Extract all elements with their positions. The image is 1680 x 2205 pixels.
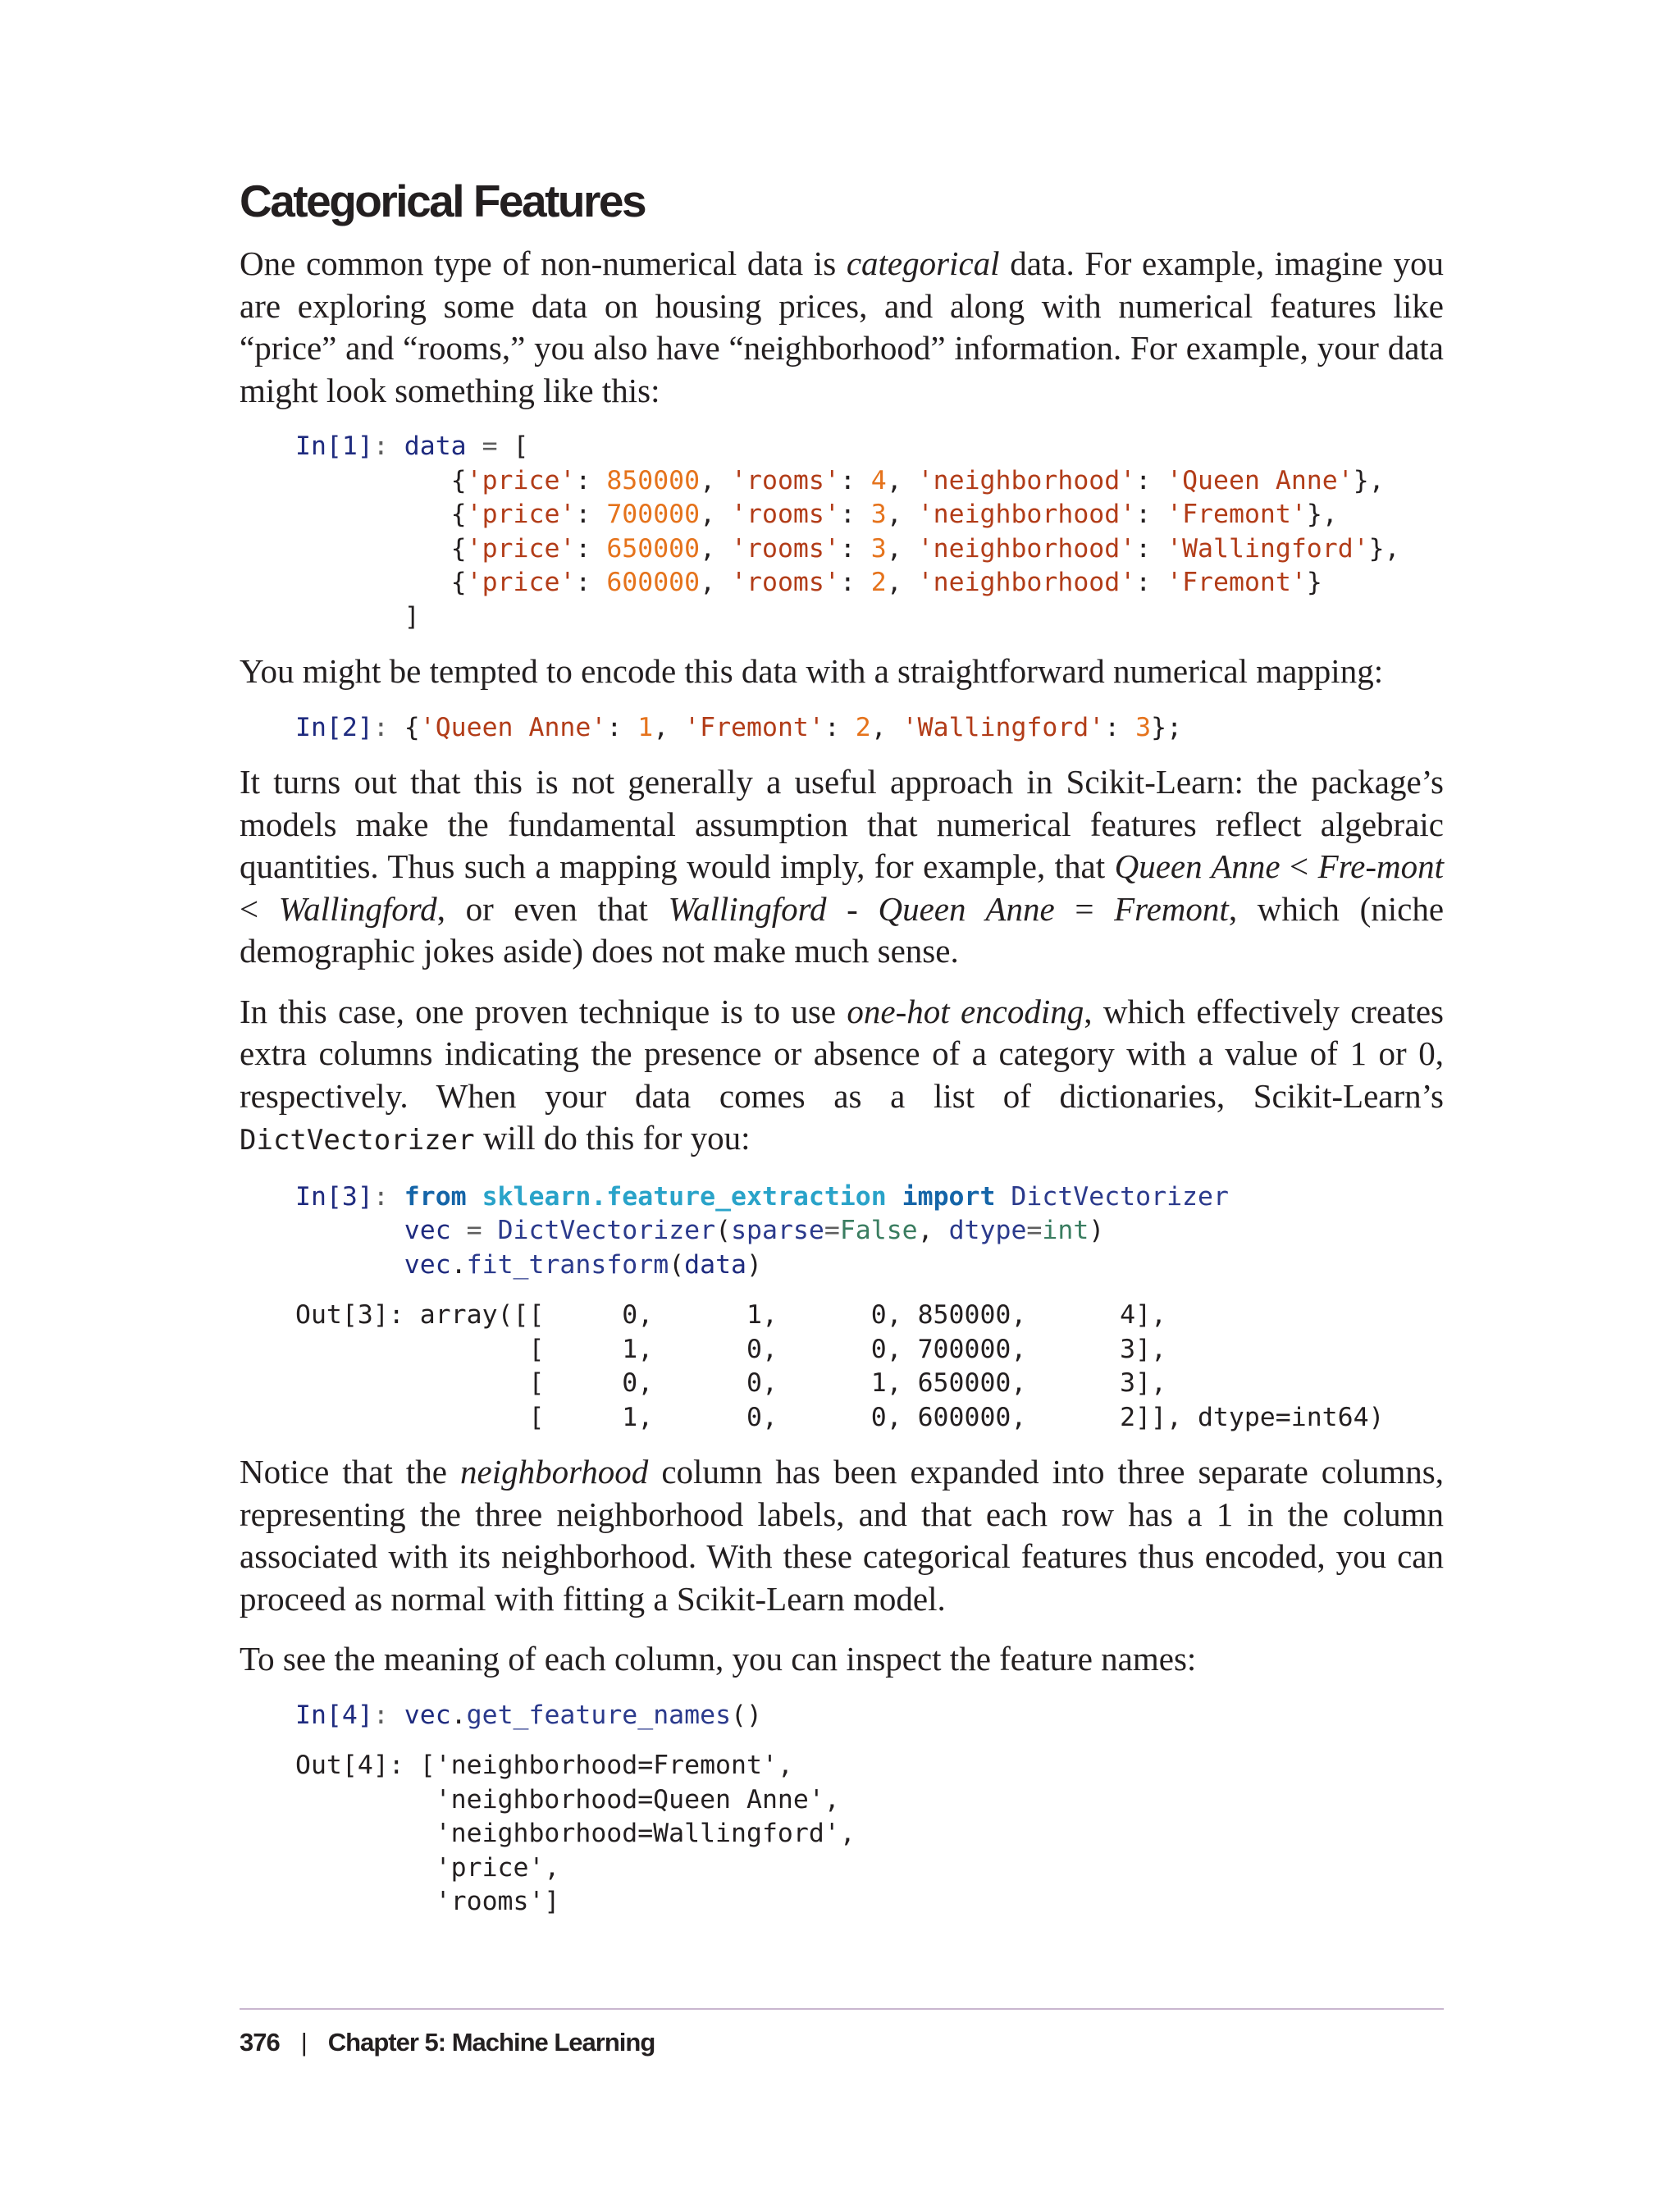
code-var: data bbox=[404, 431, 467, 461]
paragraph-feature-names: To see the meaning of each column, you can inspect the feature names: bbox=[240, 1640, 1197, 1678]
output-line: [ 1, 0, 0, 600000, 2]], dtype=int64) bbox=[295, 1402, 1385, 1432]
output-line: Out[3]: array([[ 0, 1, 0, 850000, 4], bbox=[295, 1300, 1167, 1330]
page-number: 376 bbox=[240, 2028, 280, 2057]
output-line: 'neighborhood=Wallingford', bbox=[295, 1819, 856, 1848]
footer-separator: | bbox=[300, 2028, 307, 2057]
footer-text bbox=[240, 2028, 1444, 2057]
output-block-out3 bbox=[295, 1299, 1444, 1435]
paragraph-one-hot: In this case, one proven technique is to use one-hot encoding, which effectively creates extra columns indicating the presence or absence of a category with a value of 1 or 0, respectively. When your data comes as a list of dictionaries, Scikit-Learn’s DictVectorizer will do this for you: bbox=[240, 992, 1444, 1157]
paragraph-mapping: You might be tempted to encode this data with a straightforward numerical mapping: bbox=[240, 652, 1384, 690]
code-row-2: {'price': 650000, 'rooms': 3, 'neighborhood': 'Wallingford'}, bbox=[295, 533, 1400, 564]
code-block-in2: In[2]: {'Queen Anne': 1, 'Fremont': 2, 'Wallingford': 3}; bbox=[295, 712, 1183, 742]
code-row-1: {'price': 700000, 'rooms': 3, 'neighborhood': 'Fremont'}, bbox=[295, 500, 1338, 529]
code-block-in3: In[3]: from sklearn.feature_extraction import DictVectorizer vec = DictVectorizer(sparse=False, dtype=int) vec.fit_transform(data) bbox=[295, 1181, 1229, 1280]
paragraph-intro bbox=[240, 243, 1444, 412]
code-prompt: In[3] bbox=[295, 1181, 373, 1212]
inline-code: DictVectorizer bbox=[240, 1124, 475, 1157]
emphasis: categorical bbox=[846, 244, 1000, 282]
code-block-in1: In[1]: data = [ {'price': 850000, 'rooms': 4, 'neighborhood': 'Queen Anne'}, {'price': 700000, 'rooms': 3, 'neighborhood': 'Fremont'}, {'price': 650000, 'rooms': 3, 'neighborhood': 'Wallingford'}, {'price': 600000, 'rooms': 2, 'neighborhood': 'Fremont'} ] bbox=[295, 431, 1400, 632]
section-heading: Categorical Features bbox=[240, 176, 646, 226]
page-body bbox=[240, 172, 1444, 1936]
page-footer bbox=[240, 2008, 1444, 2057]
text-run: data. For example, imagine you are exploring some data on housing prices, and along with numerical features like “price” and “rooms,” you also have “neighborhood” information. For example, your data might look something like this: bbox=[240, 244, 1444, 409]
output-line: Out[4]: ['neighborhood=Fremont', bbox=[295, 1751, 793, 1780]
chapter-title: Chapter 5: Machine Learning bbox=[327, 2028, 655, 2057]
paragraph-notice: Notice that the neighborhood column has been expanded into three separate columns, representing the three neighborhood labels, and that each row has a 1 in the column associated with its neighborhood. With these categorical features thus encoded, you can proceed as normal with fitting a Scikit-Learn model. bbox=[240, 1453, 1444, 1618]
code-prompt: In[2] bbox=[295, 712, 373, 742]
code-row-3: {'price': 600000, 'rooms': 2, 'neighborhood': 'Fremont'} bbox=[295, 568, 1322, 597]
code-prompt: In[1] bbox=[295, 431, 373, 461]
paragraph-explanation: It turns out that this is not generally a useful approach in Scikit-Learn: the package’s models make the fundamental assumption that numerical features reflect algebraic quantities. Thus such a mapping would imply, for example, that Queen Anne < Fre-mont < Wallingford, or even that Wallingford - Queen Anne = Fremont, which (niche demographic jokes aside) does not make much sense. bbox=[240, 763, 1445, 970]
code-block-in4: In[4]: vec.get_feature_names() bbox=[295, 1700, 762, 1730]
output-line: [ 0, 0, 1, 650000, 3], bbox=[295, 1368, 1167, 1398]
code-prompt: In[4] bbox=[295, 1700, 373, 1730]
output-block-out4 bbox=[295, 1749, 1444, 1920]
code-row-0: {'price': 850000, 'rooms': 4, 'neighborhood': 'Queen Anne'}, bbox=[295, 465, 1385, 495]
output-line: [ 1, 0, 0, 700000, 3], bbox=[295, 1334, 1167, 1364]
output-line: 'rooms'] bbox=[295, 1887, 560, 1916]
output-line: 'price', bbox=[295, 1852, 560, 1883]
output-line: 'neighborhood=Queen Anne', bbox=[295, 1784, 840, 1815]
text-run: One common type of non-numerical data is bbox=[240, 244, 847, 282]
